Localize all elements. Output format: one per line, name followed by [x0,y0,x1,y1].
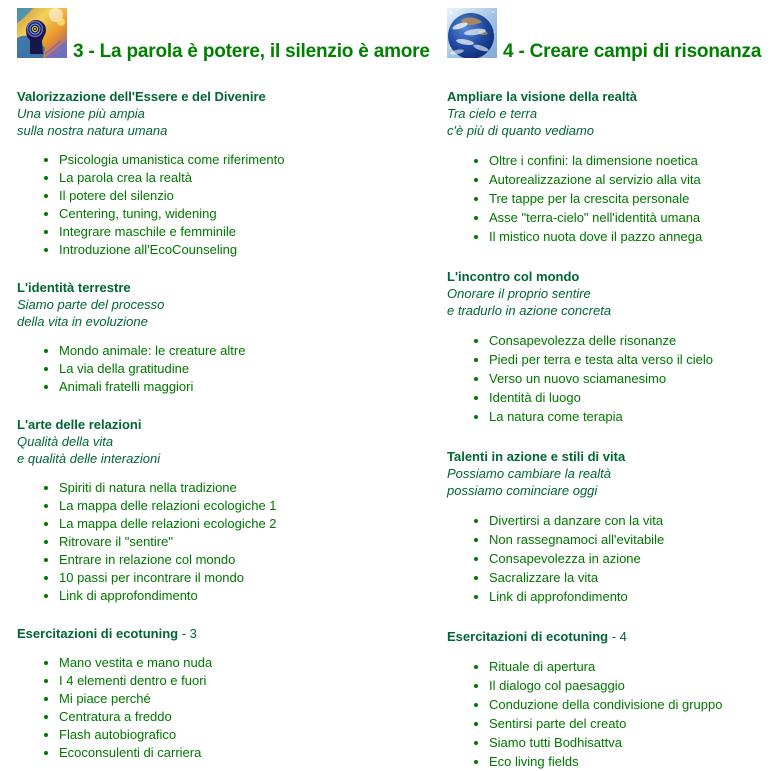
lesson-item[interactable]: • Il mistico nuota dove il pazzo annega [489,227,783,246]
section-heading [17,625,430,642]
module-4-column [430,0,783,771]
visionary-head-art-icon [17,8,67,58]
section-subtitle-line: Possiamo cambiare la realtà [447,466,612,481]
lesson-item[interactable]: • La via della gratitudine [59,360,430,378]
lesson-item[interactable]: • Il potere del silenzio [59,187,430,205]
lesson-item[interactable]: • Mi piace perché [59,690,430,708]
module-4-title: 4 - Creare campi di risonanza [503,41,762,62]
lesson-item[interactable]: • Sentirsi parte del creato [489,714,783,733]
lesson-item[interactable]: • Ritrovare il "sentire" [59,533,430,551]
lesson-item[interactable]: • La parola crea la realtà [59,169,430,187]
module-3-header[interactable] [17,8,430,62]
section-heading-text: Esercitazioni di ecotuning [447,629,609,644]
section-incontro-mondo [447,268,783,426]
lesson-item[interactable]: • Integrare maschile e femminile [59,223,430,241]
lesson-list [17,654,430,762]
lesson-item[interactable]: • Identità di luogo [489,388,783,407]
section-ampliare-visione [447,88,783,246]
section-subtitle-line: della vita in evoluzione [17,314,148,329]
section-heading: Ampliare la visione della realtà [447,89,638,104]
lesson-item[interactable]: • Link di approfondimento [489,587,783,606]
section-esercitazioni-3 [17,625,430,762]
module-4-header[interactable] [447,8,783,62]
section-valorizzazione [17,88,430,259]
lesson-item[interactable]: • Centering, tuning, widening [59,205,430,223]
lesson-item[interactable]: • Link di approfondimento [59,587,430,605]
lesson-item[interactable]: • Rituale di apertura [489,657,783,676]
lesson-item[interactable]: • I 4 elementi dentro e fuori [59,672,430,690]
section-heading: L'incontro col mondo [447,269,580,284]
lesson-item[interactable]: • Eco living fields [489,752,783,771]
lesson-item[interactable]: • Conduzione della condivisione di gruppo [489,695,783,714]
lesson-item[interactable]: • Centratura a freddo [59,708,430,726]
lesson-item[interactable]: • La natura come terapia [489,407,783,426]
lesson-item[interactable]: • 10 passi per incontrare il mondo [59,569,430,587]
section-heading-text: Esercitazioni di ecotuning [17,626,179,641]
lesson-item[interactable]: • Psicologia umanistica come riferimento [59,151,430,169]
section-heading: Talenti in azione e stili di vita [447,449,626,464]
lesson-item[interactable]: • Non rassegnamoci all'evitabile [489,530,783,549]
module-4-thumbnail[interactable] [447,8,497,58]
module-3-title: 3 - La parola è potere, il silenzio è amore [73,41,430,62]
lesson-item[interactable]: • Flash autobiografico [59,726,430,744]
lesson-item[interactable]: • Ecoconsulenti di carriera [59,744,430,762]
section-subtitle-line: Onorare il proprio sentire [447,286,591,301]
lesson-item[interactable]: • Tre tappe per la crescita personale [489,189,783,208]
lesson-item[interactable]: • Consapevolezza delle risonanze [489,331,783,350]
section-subtitle-line: Siamo parte del processo [17,297,165,312]
lesson-list [447,331,783,426]
lesson-list [447,151,783,246]
earth-globe-icon [447,8,497,58]
lesson-item[interactable]: • Asse "terra-cielo" nell'identità umana [489,208,783,227]
lesson-item[interactable]: • Verso un nuovo sciamanesimo [489,369,783,388]
lesson-item[interactable]: • Il dialogo col paesaggio [489,676,783,695]
module-3-thumbnail[interactable] [17,8,67,58]
lesson-item[interactable]: • Sacralizzare la vita [489,568,783,587]
lesson-item[interactable]: • Mano vestita e mano nuda [59,654,430,672]
section-subtitle-line: Qualità della vita [17,434,114,449]
lesson-item[interactable]: • Oltre i confini: la dimensione noetica [489,151,783,170]
lesson-item[interactable]: • Divertirsi a danzare con la vita [489,511,783,530]
section-heading: Valorizzazione dell'Essere e del Divenire [17,89,266,104]
section-heading-number: - 3 [178,626,197,641]
lesson-list [17,479,430,605]
section-heading-number: - 4 [608,629,627,644]
lesson-item[interactable]: • Spiriti di natura nella tradizione [59,479,430,497]
lesson-item[interactable]: • Autorealizzazione al servizio alla vita [489,170,783,189]
section-subtitle-line: e qualità delle interazioni [17,451,161,466]
lesson-list [17,342,430,396]
lesson-item[interactable]: • Animali fratelli maggiori [59,378,430,396]
section-subtitle-line: Una visione più ampia [17,106,145,121]
section-esercitazioni-4 [447,628,783,771]
section-heading [447,628,783,645]
section-subtitle-line: Tra cielo e terra [447,106,538,121]
lesson-item[interactable]: • Introduzione all'EcoCounseling [59,241,430,259]
lesson-item[interactable]: • Piedi per terra e testa alta verso il cielo [489,350,783,369]
lesson-item[interactable]: • Mondo animale: le creature altre [59,342,430,360]
lesson-list [447,511,783,606]
section-subtitle-line: possiamo cominciare oggi [447,483,598,498]
section-identita-terrestre [17,279,430,396]
lesson-item[interactable]: • La mappa delle relazioni ecologiche 2 [59,515,430,533]
section-talenti-azione [447,448,783,606]
lesson-item[interactable]: • Entrare in relazione col mondo [59,551,430,569]
section-heading: L'arte delle relazioni [17,417,142,432]
section-subtitle-line: sulla nostra natura umana [17,123,168,138]
section-heading: L'identità terrestre [17,280,131,295]
section-subtitle-line: c'è più di quanto vediamo [447,123,595,138]
lesson-list [447,657,783,771]
lesson-item[interactable]: • Siamo tutti Bodhisattva [489,733,783,752]
lesson-item[interactable]: • Consapevolezza in azione [489,549,783,568]
section-subtitle-line: e tradurlo in azione concreta [447,303,612,318]
lesson-item[interactable]: • La mappa delle relazioni ecologiche 1 [59,497,430,515]
lesson-list [17,151,430,259]
section-arte-relazioni [17,416,430,605]
